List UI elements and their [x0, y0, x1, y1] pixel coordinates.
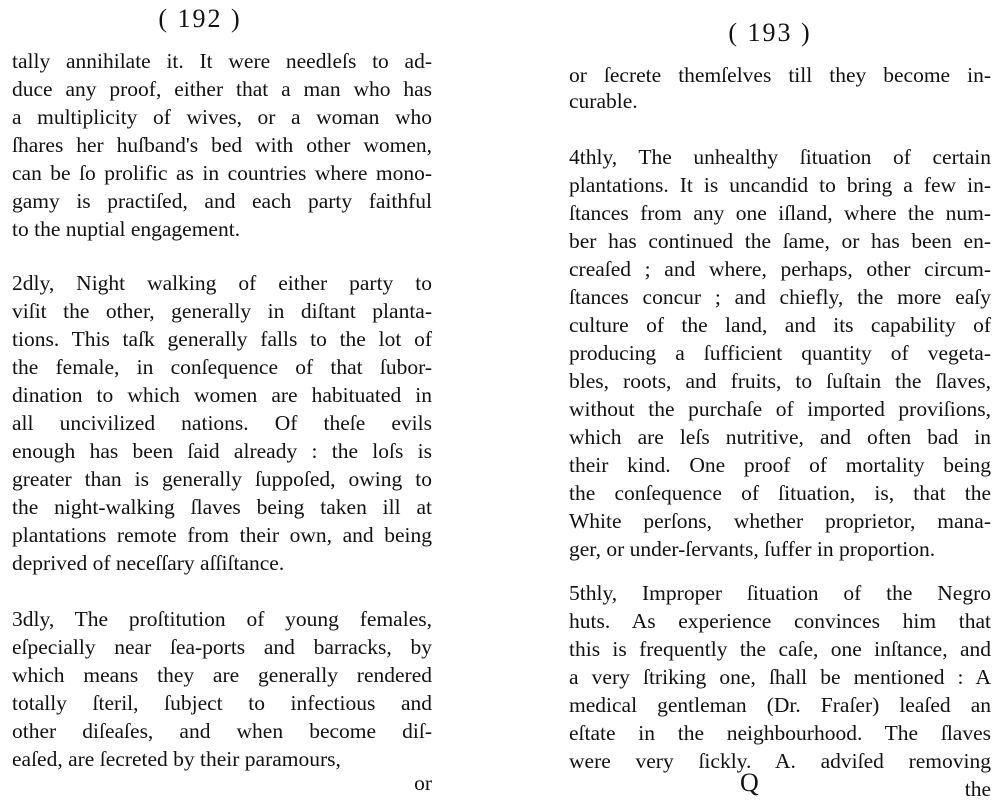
right-page-line: this is frequently the caſe, one inſtance, and	[569, 637, 991, 661]
signature-mark: Q	[740, 768, 759, 797]
left-page-line: the night-walking ſlaves being taken ill at	[12, 495, 432, 519]
left-page-line: a multiplicity of wives, or a woman who	[12, 105, 432, 129]
right-page-line: a very ſtriking one, ſhall be mentioned : A	[569, 665, 991, 689]
right-page-line: their kind. One proof of mortality being	[569, 453, 991, 477]
left-page-line: tally annihilate it. It were needleſs to ad-	[12, 49, 432, 73]
left-page-line: other diſeaſes, and when become diſ-	[12, 719, 432, 743]
left-page-line: greater than is generally ſuppoſed, owing to	[12, 467, 432, 491]
right-page-line: producing a ſufficient quantity of vegeta-	[569, 341, 991, 365]
right-page-line: creaſed ; and where, perhaps, other circum-	[569, 257, 991, 281]
right-page-line: eſtate in the neighbourhood. The ſlaves	[569, 721, 991, 745]
left-page-line: to the nuptial engagement.	[12, 217, 241, 241]
left-page-line: plantations remote from their own, and being	[12, 523, 432, 547]
left-page-line: enough has been ſaid already : the loſs is	[12, 439, 432, 463]
right-page-line: ger, or under-ſervants, ſuffer in proportion.	[569, 537, 936, 561]
right-page-line: 4thly, The unhealthy ſituation of certain	[569, 145, 991, 169]
left-catchword: or	[414, 771, 432, 795]
right-page-line: bles, roots, and fruits, to ſuſtain the ſlaves,	[569, 369, 991, 393]
right-page-line: which are leſs nutritive, and often bad in	[569, 425, 991, 449]
left-page-line: tions. This taſk generally falls to the lot of	[12, 327, 432, 351]
right-page-line: were very ſickly. A. adviſed removing	[569, 749, 991, 773]
right-page-line: or ſecrete themſelves till they become in-	[569, 63, 991, 87]
left-page-number: ( 192 )	[158, 4, 242, 33]
right-page-line: medical gentleman (Dr. Fraſer) leaſed an	[569, 693, 991, 717]
right-page-line: the conſequence of ſituation, is, that the	[569, 481, 991, 505]
left-page-line: which means they are generally rendered	[12, 663, 432, 687]
right-page-line: plantations. It is uncandid to bring a few in-	[569, 173, 991, 197]
right-page-line: ſtances concur ; and chiefly, the more eaſy	[569, 285, 991, 309]
right-page-line: 5thly, Improper ſituation of the Negro	[569, 581, 991, 605]
left-page-line: all uncivilized nations. Of theſe evils	[12, 411, 432, 435]
right-page-line: ber has continued the ſame, or has been en-	[569, 229, 991, 253]
left-page-line: duce any proof, either that a man who has	[12, 77, 432, 101]
right-page-number: ( 193 )	[728, 18, 812, 47]
left-page-line: 3dly, The proſtitution of young females,	[12, 607, 432, 631]
left-page-line: the female, in conſequence of that ſubor-	[12, 355, 432, 379]
left-page-line: viſit the other, generally in diſtant planta-	[12, 299, 432, 323]
right-page-line: culture of the land, and its capability of	[569, 313, 991, 337]
left-page-line: totally ſteril, ſubject to infectious and	[12, 691, 432, 715]
right-page-line: ſtances from any one iſland, where the num-	[569, 201, 991, 225]
left-page-line: eſpecially near ſea-ports and barracks, by	[12, 635, 432, 659]
right-page-line: without the purchaſe of imported proviſions,	[569, 397, 991, 421]
left-page-line: 2dly, Night walking of either party to	[12, 271, 432, 295]
left-page-line: can be ſo prolific as in countries where mono-	[12, 161, 432, 185]
right-page-line: huts. As experience convinces him that	[569, 609, 991, 633]
left-page-line: deprived of neceſſary aſſiſtance.	[12, 551, 285, 575]
right-page-line: White perſons, whether proprietor, mana-	[569, 509, 991, 533]
right-page	[500, 0, 1000, 805]
left-page-line: ſhares her huſband's bed with other women,	[12, 133, 432, 157]
right-catchword: the	[964, 777, 991, 801]
left-page-line: dination to which women are habituated in	[12, 383, 432, 407]
left-page-line: eaſed, are ſecreted by their paramours,	[12, 747, 341, 771]
right-page-line: curable.	[569, 89, 638, 113]
left-page	[0, 0, 455, 805]
left-page-line: gamy is practiſed, and each party faithful	[12, 189, 432, 213]
